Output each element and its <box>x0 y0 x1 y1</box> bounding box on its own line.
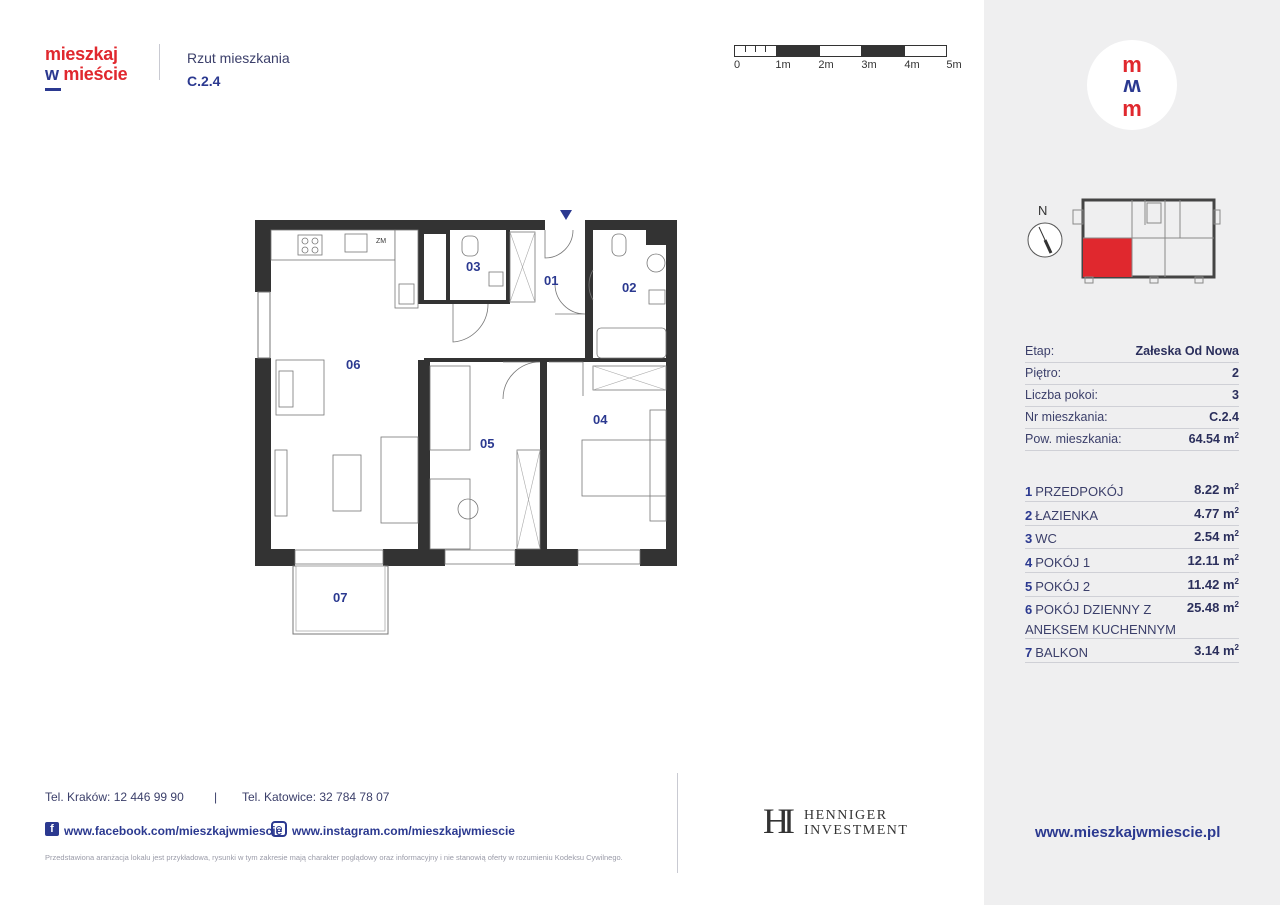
info-label: Liczba pokoi: <box>1025 388 1098 402</box>
room-number: 3 <box>1025 531 1033 546</box>
side-logo-letter: m <box>1122 96 1142 121</box>
room-label-04: 04 <box>593 412 608 427</box>
scale-segment <box>735 46 777 56</box>
info-row-floor <box>1025 362 1239 385</box>
scale-label: 2m <box>818 59 834 71</box>
info-sidebar <box>984 0 1280 905</box>
room-row <box>1025 639 1239 663</box>
room-area: 25.48 m <box>1186 600 1235 615</box>
room-name: POKÓJ 2 <box>1035 579 1091 594</box>
info-row-rooms <box>1025 384 1239 407</box>
info-row-stage <box>1025 340 1239 363</box>
room-name: ŁAZIENKA <box>1035 508 1099 523</box>
info-value: 3 <box>1232 388 1239 402</box>
room-row <box>1025 596 1239 639</box>
developer-name-line2: INVESTMENT <box>804 823 909 838</box>
scale-segment <box>820 46 862 56</box>
scale-segment <box>777 46 819 56</box>
brand-logo-underline <box>45 88 61 91</box>
info-value <box>1189 432 1239 446</box>
superscript: 2 <box>1234 643 1239 652</box>
apartment-code: C.2.4 <box>187 73 221 89</box>
scale-segment <box>905 46 946 56</box>
room-name: PRZEDPOKÓJ <box>1035 484 1124 499</box>
facebook-link[interactable]: www.facebook.com/mieszkajwmiescie <box>64 824 283 838</box>
superscript: 2 <box>1234 506 1239 515</box>
room-label-01: 01 <box>544 273 559 288</box>
room-row <box>1025 478 1239 502</box>
room-row <box>1025 525 1239 549</box>
superscript: 2 <box>1234 431 1239 440</box>
phone-separator: | <box>214 790 218 804</box>
instagram-icon[interactable] <box>271 821 287 837</box>
room-name-line2: ANEKSEM KUCHENNYM <box>1025 622 1176 637</box>
room-number: 1 <box>1025 484 1033 499</box>
room-name: POKÓJ 1 <box>1035 555 1091 570</box>
room-name: WC <box>1035 531 1057 546</box>
room-number: 5 <box>1025 579 1033 594</box>
info-value: Załeska Od Nowa <box>1135 344 1239 358</box>
instagram-link[interactable]: www.instagram.com/mieszkajwmiescie <box>292 824 515 838</box>
room-label-06: 06 <box>346 357 361 372</box>
info-label: Nr mieszkania: <box>1025 410 1108 424</box>
room-area: 2.54 m <box>1194 529 1235 544</box>
brand-logo-w: w <box>45 64 59 84</box>
room-number: 7 <box>1025 645 1033 660</box>
room-label-03: 03 <box>466 259 481 274</box>
room-area: 11.42 m <box>1187 577 1235 592</box>
fridge-label: ZM <box>376 238 387 245</box>
room-row <box>1025 549 1239 573</box>
side-logo-letter: w <box>1123 75 1141 100</box>
footer-divider <box>677 773 678 873</box>
superscript: 2 <box>1234 553 1239 562</box>
info-area-value: 64.54 m <box>1188 432 1235 446</box>
room-area: 4.77 m <box>1194 506 1235 521</box>
phone-krakow[interactable]: Tel. Kraków: 12 446 99 90 <box>45 790 184 804</box>
room-number: 2 <box>1025 508 1033 523</box>
scale-segment <box>862 46 904 56</box>
facebook-icon[interactable]: f <box>45 822 59 836</box>
side-logo-letter: m <box>1122 52 1142 77</box>
info-value: C.2.4 <box>1209 410 1239 424</box>
room-name: BALKON <box>1035 645 1088 660</box>
room-area: 12.11 m <box>1187 553 1235 568</box>
brand-logo-line2 <box>45 64 127 85</box>
brand-logo-rest: mieście <box>58 64 128 84</box>
developer-monogram: HI <box>763 801 789 841</box>
info-row-area <box>1025 428 1239 451</box>
scale-label: 0 <box>733 59 741 71</box>
room-label-07: 07 <box>333 590 348 605</box>
room-area: 3.14 m <box>1194 643 1235 658</box>
room-number: 4 <box>1025 555 1033 570</box>
superscript: 2 <box>1234 577 1239 586</box>
info-value: 2 <box>1232 366 1239 380</box>
scale-label: 3m <box>861 59 877 71</box>
room-area: 8.22 m <box>1194 482 1235 497</box>
side-logo <box>1087 40 1177 130</box>
key-plan <box>1025 195 1225 290</box>
scale-bar <box>734 45 947 57</box>
room-label-02: 02 <box>622 280 637 295</box>
scale-label: 4m <box>904 59 920 71</box>
superscript: 2 <box>1234 482 1239 491</box>
disclaimer-text: Przedstawiona aranżacja lokalu jest przykładowa, rysunki w tym zakresie mają charakter poglądowy oraz informacyjny i nie stanowią oferty w rozumieniu Kodeksu Cywilnego. <box>45 853 623 862</box>
room-row <box>1025 502 1239 526</box>
info-label: Pow. mieszkania: <box>1025 432 1122 446</box>
info-label: Piętro: <box>1025 366 1062 380</box>
info-label: Etap: <box>1025 344 1055 358</box>
superscript: 2 <box>1234 529 1239 538</box>
info-row-number <box>1025 406 1239 429</box>
website-link[interactable]: www.mieszkajwmiescie.pl <box>1035 824 1221 841</box>
brand-logo-line1: mieszkaj <box>45 44 118 64</box>
room-number: 6 <box>1025 602 1033 617</box>
room-name: POKÓJ DZIENNY Z <box>1035 602 1152 617</box>
room-row <box>1025 573 1239 597</box>
scale-label: 5m <box>946 59 962 71</box>
header-divider <box>159 44 160 80</box>
compass-north-label: N <box>1038 203 1048 218</box>
superscript: 2 <box>1234 600 1239 609</box>
scale-label: 1m <box>775 59 791 71</box>
page-title: Rzut mieszkania <box>187 50 290 66</box>
room-label-05: 05 <box>480 436 495 451</box>
developer-name-line1: HENNIGER <box>804 808 888 823</box>
floor-plan <box>250 205 680 637</box>
phone-katowice[interactable]: Tel. Katowice: 32 784 78 07 <box>242 790 390 804</box>
